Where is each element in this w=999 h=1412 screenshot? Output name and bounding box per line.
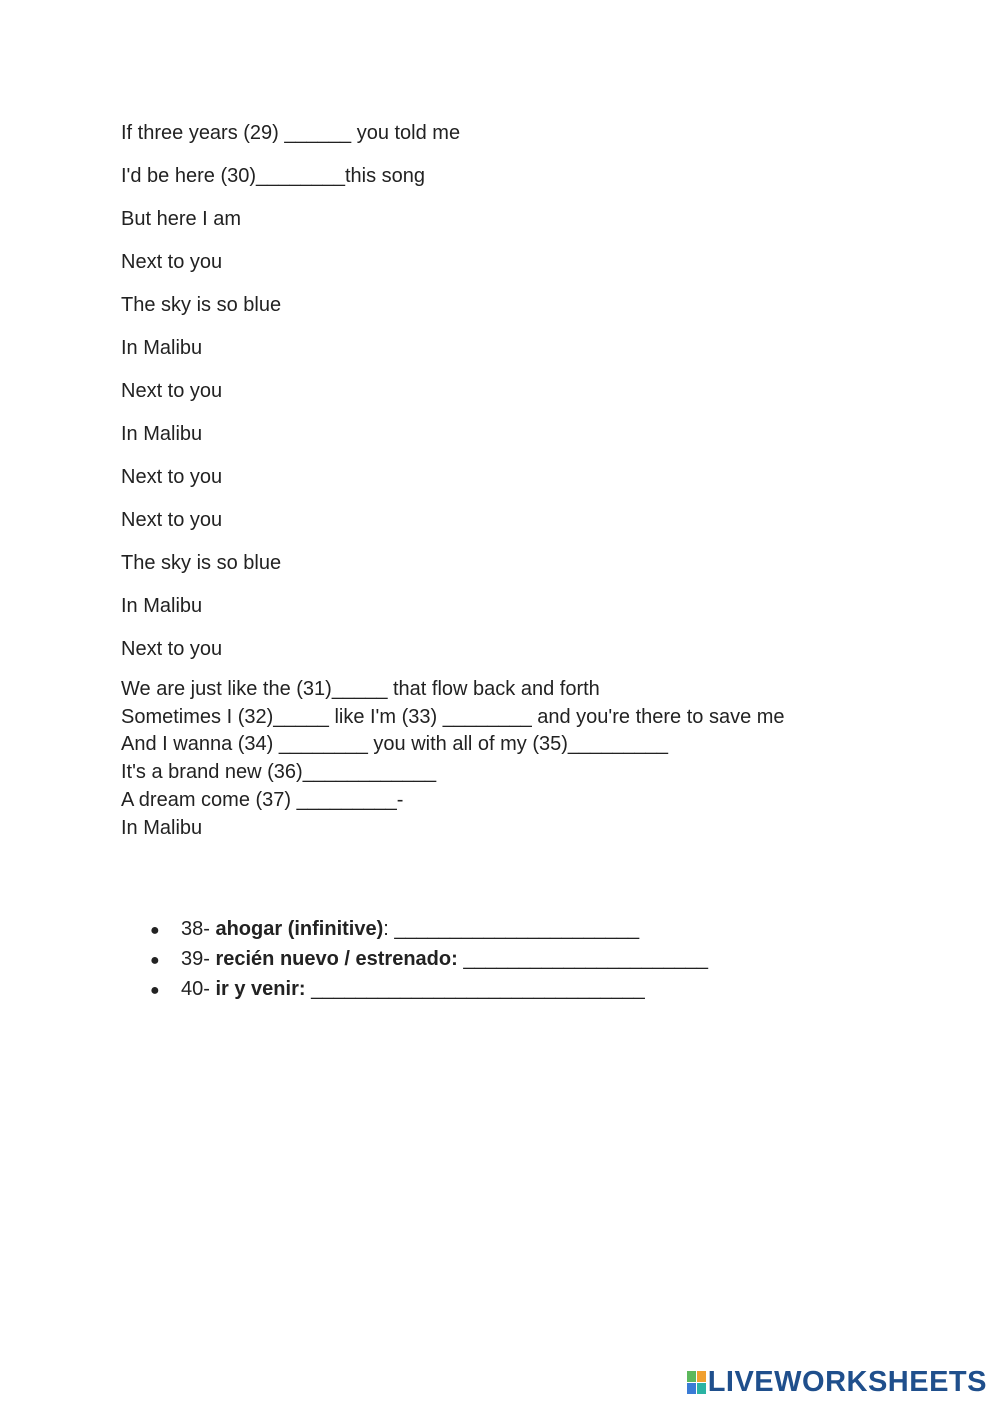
vocab-number: 40- — [181, 978, 216, 1000]
lyric-line: Next to you — [121, 466, 223, 488]
bullet-icon: ● — [150, 952, 160, 969]
lyric-line: But here I am — [121, 208, 242, 230]
bullet-icon: ● — [150, 982, 160, 999]
vocab-item — [150, 975, 708, 1005]
vocab-item — [150, 915, 708, 945]
lyric-line: Next to you — [121, 509, 223, 531]
logo-square-orange — [697, 1371, 706, 1382]
lyric-line: We are just like the (31)_____ that flow back and forth — [121, 678, 600, 700]
vocabulary-list — [150, 915, 708, 1005]
vocab-term: ir y venir: — [215, 978, 312, 1000]
vocab-answer-blank[interactable]: ______________________________ — [311, 978, 645, 1000]
vocab-item — [150, 945, 708, 975]
lyric-line: The sky is so blue — [121, 294, 282, 316]
logo-square-teal — [697, 1383, 706, 1394]
vocab-answer-blank[interactable]: ______________________ — [463, 948, 709, 970]
liveworksheets-logo — [687, 1366, 987, 1398]
vocab-number: 38- — [181, 918, 216, 940]
liveworksheets-logo-icon — [687, 1371, 706, 1394]
logo-text: LIVEWORKSHEETS — [707, 1365, 987, 1398]
vocab-term: recién nuevo / estrenado: — [215, 948, 464, 970]
lyric-line: In Malibu — [121, 337, 203, 359]
lyric-line: In Malibu — [121, 423, 203, 445]
lyric-line: Next to you — [121, 251, 223, 273]
lyric-line: The sky is so blue — [121, 552, 282, 574]
lyrics-spaced-block — [121, 119, 460, 678]
lyrics-tight-block — [121, 676, 785, 842]
bullet-icon: ● — [150, 922, 160, 939]
lyric-line: I'd be here (30)________this song — [121, 165, 426, 187]
lyric-line: Next to you — [121, 638, 223, 660]
lyric-line: In Malibu — [121, 816, 203, 839]
logo-square-green — [687, 1371, 696, 1382]
lyric-line: A dream come (37) _________- — [121, 788, 404, 811]
lyric-line: Sometimes I (32)_____ like I'm (33) ________ and you're there to save me — [121, 705, 785, 728]
logo-square-blue — [687, 1383, 696, 1394]
vocab-answer-blank[interactable]: ______________________ — [394, 918, 640, 940]
vocab-term: ahogar (infinitive) — [215, 918, 384, 940]
vocab-separator: : — [383, 918, 395, 940]
vocab-number: 39- — [181, 948, 216, 970]
lyric-line: If three years (29) ______ you told me — [121, 122, 461, 144]
lyric-line: And I wanna (34) ________ you with all of my (35)_________ — [121, 733, 669, 756]
lyric-line: It's a brand new (36)____________ — [121, 761, 437, 784]
lyric-line: In Malibu — [121, 595, 203, 617]
lyric-line: Next to you — [121, 380, 223, 402]
